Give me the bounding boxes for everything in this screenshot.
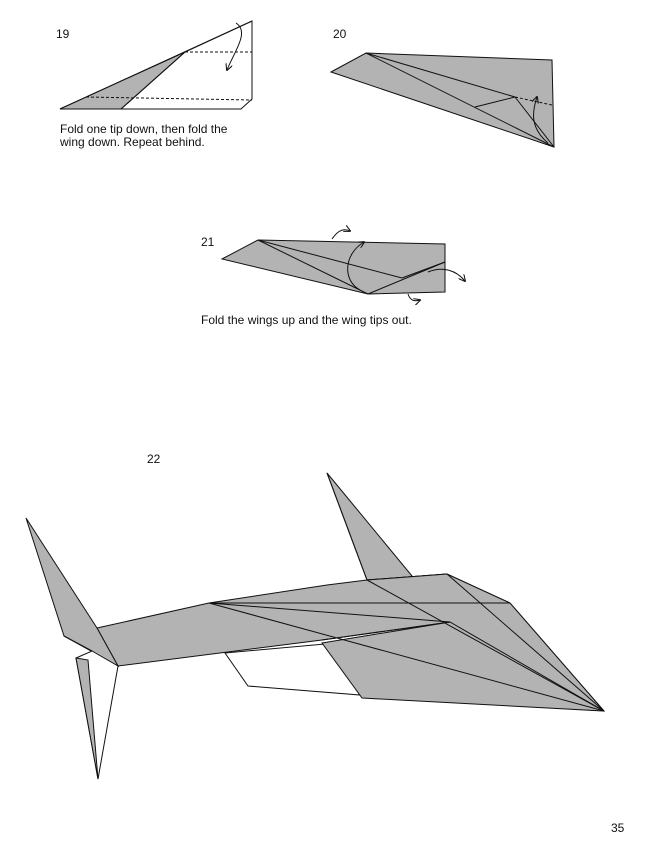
step-21-number: 21 xyxy=(201,235,215,249)
step-19-number: 19 xyxy=(56,27,70,41)
step-22-tail-fin xyxy=(26,518,118,666)
step-19-caption-line-1: Fold one tip down, then fold the xyxy=(60,122,228,136)
step-19-caption-line-2: wing down. Repeat behind. xyxy=(60,135,205,149)
page-number: 35 xyxy=(611,821,625,835)
step-20-plane xyxy=(331,53,554,147)
step-22-number: 22 xyxy=(147,452,161,466)
step-21-caption: Fold the wings up and the wing tips out. xyxy=(201,313,412,327)
step-20-diagram xyxy=(331,53,554,147)
step-19-diagram xyxy=(60,21,252,109)
step-21-tip-out-arrow-bottom xyxy=(408,294,420,301)
step-22-diagram xyxy=(26,473,604,779)
step-19-caption xyxy=(60,123,227,149)
step-21-diagram xyxy=(222,230,465,301)
step-21-plane xyxy=(222,240,445,294)
step-20-number: 20 xyxy=(333,27,347,41)
step-21-tip-out-arrow-top xyxy=(332,230,350,239)
